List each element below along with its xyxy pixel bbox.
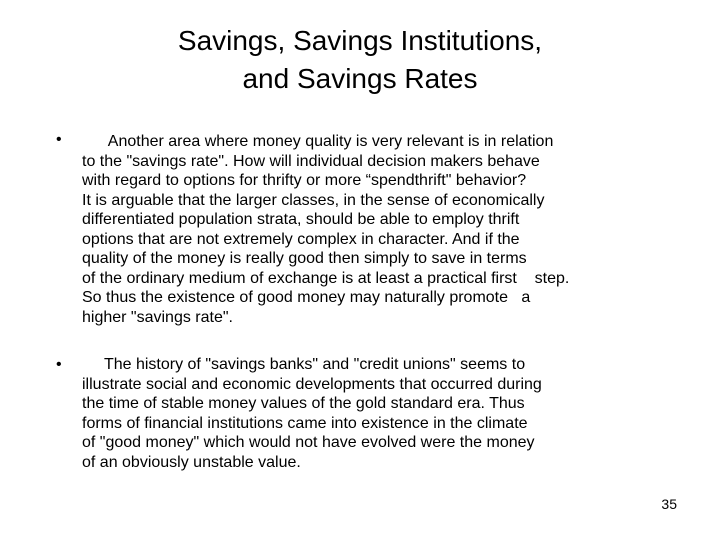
bullet-marker-1: •	[56, 131, 62, 148]
page-number: 35	[661, 496, 677, 512]
paragraph-line: Another area where money quality is very relevant is in relation	[82, 133, 554, 150]
paragraph-line: forms of financial institutions came into existence in the climate	[82, 414, 528, 432]
paragraph-line: higher "savings rate".	[82, 308, 233, 326]
paragraph-line: It is arguable that the larger classes, in the sense of economically	[82, 191, 545, 209]
paragraph-line: quality of the money is really good then simply to save in terms	[82, 250, 527, 267]
paragraph-line: illustrate social and economic developments that occurred during	[82, 375, 542, 393]
paragraph-line: the time of stable money values of the gold standard era. Thus	[82, 395, 525, 412]
paragraph-line: of the ordinary medium of exchange is at least a practical first step.	[82, 269, 570, 287]
slide-title	[0, 22, 720, 98]
paragraph-line: to the "savings rate". How will individual decision makers behave	[82, 152, 540, 170]
paragraph-line: differentiated population strata, should be able to employ thrift	[82, 211, 520, 228]
slide-title-line-1: Savings, Savings Institutions,	[177, 25, 543, 56]
slide-title-line-2: and Savings Rates	[242, 63, 478, 94]
bullet-marker-2: •	[56, 356, 62, 373]
bullet-paragraph-2	[82, 355, 712, 472]
paragraph-line: of an obviously unstable value.	[82, 453, 301, 471]
paragraph-line: of "good money" which would not have evolved were the money	[82, 434, 535, 451]
paragraph-line: options that are not extremely complex in character. And if the	[82, 230, 520, 248]
paragraph-line: So thus the existence of good money may naturally promote a	[82, 289, 531, 306]
bullet-paragraph-1	[82, 132, 712, 327]
paragraph-line: with regard to options for thrifty or more “spendthrift" behavior?	[82, 172, 527, 189]
paragraph-line: The history of "savings banks" and "credit unions" seems to	[82, 356, 526, 373]
